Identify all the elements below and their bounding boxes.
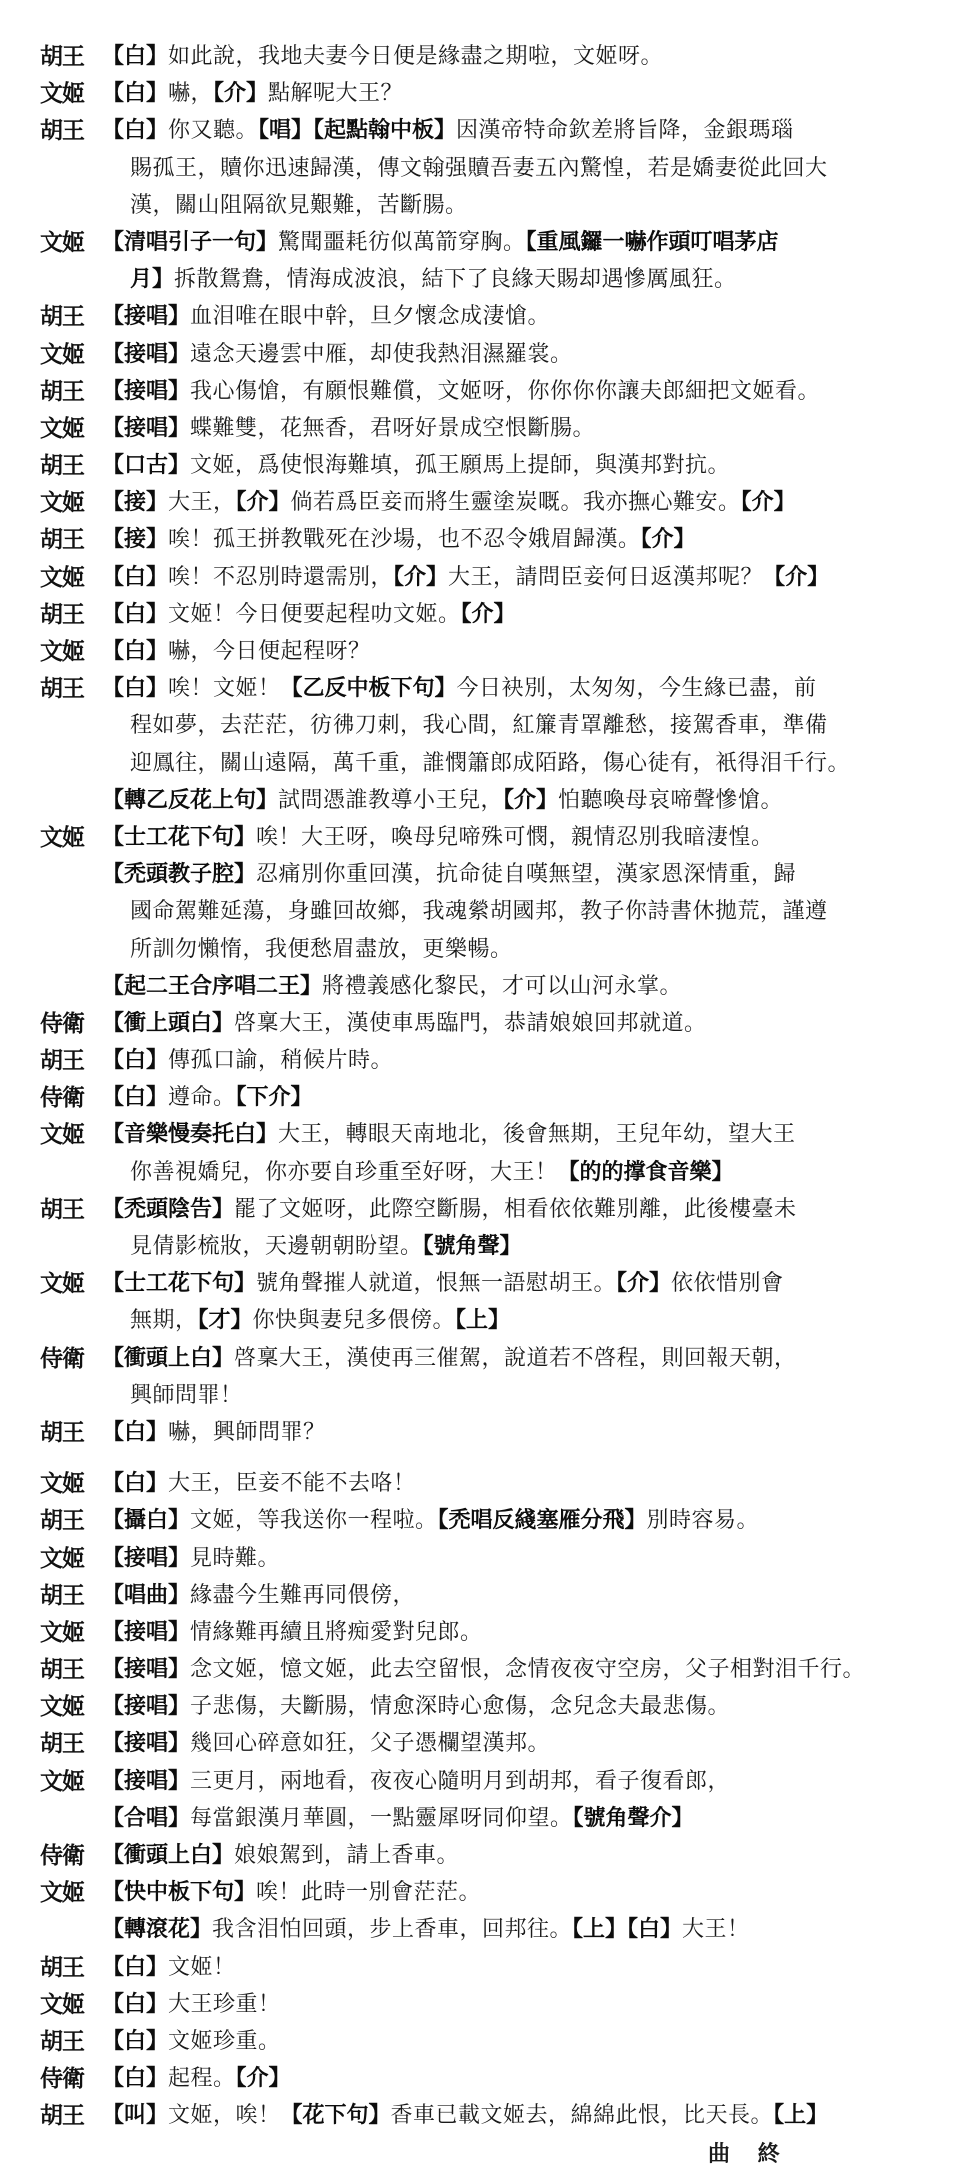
stage-cue: 【接唱】	[102, 1767, 191, 1794]
stage-cue: 【衝上頭白】	[102, 1009, 235, 1036]
stage-cue: 【介】	[235, 2065, 291, 2092]
dialogue-text: 遠念天邊雲中雁，却使我熱泪濕羅裳。	[190, 341, 573, 367]
dialogue-text: 點解呢大王？	[268, 81, 404, 107]
line-content	[102, 2097, 942, 2134]
script-line	[0, 1688, 972, 1725]
stage-cue: 【禿頭教子腔】	[102, 861, 257, 888]
dialogue-text: 唉！大王呀，喚母兒啼殊可憫，親情忍別我暗淒惶。	[256, 824, 774, 850]
script-line	[0, 521, 972, 558]
stage-cue: 【介】	[460, 600, 516, 627]
speaker-name: 胡王	[40, 1953, 84, 1981]
script-line	[0, 1911, 972, 1948]
dialogue-text: 緣盡今生難再同偎傍，	[190, 1582, 416, 1608]
script-line	[0, 745, 972, 782]
speaker-name: 侍衛	[40, 1009, 84, 1037]
dialogue-text: 三更月，兩地看，夜夜心隨明月到胡邦，看子復看郎，	[190, 1768, 731, 1794]
stage-cue: 【介】	[616, 1270, 672, 1297]
script-line	[0, 1265, 972, 1302]
dialogue-text: 國命駕難延蕩，身雖回故鄉，我魂縈胡國邦，教子你詩書休拋荒，謹遵	[130, 899, 828, 925]
dialogue-text: 傳孤口諭，稍候片時。	[168, 1048, 394, 1074]
speaker-name: 文姬	[40, 1544, 84, 1572]
stage-cue: 【接唱】	[102, 1656, 191, 1683]
line-content	[102, 1340, 942, 1377]
script-line	[0, 1154, 972, 1191]
script-line	[0, 1800, 972, 1837]
script-line	[0, 1874, 972, 1911]
speaker-name: 文姬	[40, 489, 84, 517]
script-line	[0, 2060, 972, 2097]
dialogue-text: 遵命。	[168, 1085, 236, 1111]
stage-cue: 【接唱】	[102, 414, 191, 441]
script-line	[0, 893, 972, 930]
stage-cue: 【接唱】	[102, 340, 191, 367]
dialogue-text: 啓稟大王，漢使再三催駕，說道若不啓程，則回報天朝，	[234, 1345, 797, 1371]
speaker-name: 文姬	[40, 228, 84, 256]
line-content	[102, 1042, 942, 1079]
stage-cue: 【唱曲】	[102, 1581, 191, 1608]
speaker-name: 文姬	[40, 1879, 84, 1907]
line-content	[102, 1763, 942, 1800]
dialogue-text: 大王！	[682, 1917, 750, 1943]
script-line	[0, 1377, 972, 1414]
dialogue-text: 倘若爲臣妾而將生靈塗炭嘅。我亦撫心難安。	[290, 490, 741, 516]
speaker-name: 胡王	[40, 600, 84, 628]
speaker-name: 文姬	[40, 1693, 84, 1721]
line-content	[130, 745, 942, 782]
dialogue-text: 依依惜別會	[671, 1271, 784, 1297]
speaker-name: 文姬	[40, 80, 84, 108]
script-line	[0, 1949, 972, 1986]
stage-cue: 【清唱引子一句】	[102, 228, 279, 255]
dialogue-text: 我含泪怕回頭，步上香車，回邦往。	[212, 1917, 573, 1943]
stage-cue: 【起二王合序唱二王】	[102, 972, 323, 999]
stage-cue: 【合唱】	[102, 1804, 191, 1831]
stage-cue: 【快中板下句】	[102, 1879, 257, 1906]
script-line	[0, 1116, 972, 1153]
speaker-name: 胡王	[40, 452, 84, 480]
stage-cue: 【才】	[197, 1307, 253, 1334]
stage-cue: 【唱】【起點翰中板】	[258, 117, 457, 144]
speaker-name: 侍衛	[40, 1344, 84, 1372]
script-line	[0, 931, 972, 968]
speaker-name: 文姬	[40, 1618, 84, 1646]
line-content	[102, 484, 942, 521]
dialogue-text: 大王，請問臣妾何日返漢邦呢？	[448, 564, 764, 590]
script-line	[0, 596, 972, 633]
dialogue-text: 試問憑誰教導小王兒，	[278, 787, 504, 813]
stage-cue: 【音樂慢奏托白】	[102, 1121, 279, 1148]
dialogue-text: 大王，	[168, 490, 236, 516]
dialogue-text: 子悲傷，夫斷腸，情愈深時心愈傷，念兒念夫最悲傷。	[190, 1694, 731, 1720]
dialogue-text: 啓稟大王，漢使車馬臨門，恭請娘娘回邦就道。	[234, 1010, 707, 1036]
line-content	[102, 559, 942, 596]
line-content	[102, 1800, 942, 1837]
speaker-name: 侍衛	[40, 1842, 84, 1869]
speaker-name: 胡王	[40, 1195, 84, 1223]
stage-cue: 【接】	[102, 489, 169, 516]
dialogue-text: 所訓勿懶惰，我便愁眉盡放，更樂暢。	[130, 936, 513, 962]
dialogue-text: 如此說，我地夫妻今日便是緣盡之期啦，文姬呀。	[168, 44, 664, 69]
dialogue-text: 蝶難雙，花無香，君呀好景成空恨斷腸。	[190, 415, 596, 441]
line-content	[130, 187, 942, 224]
speaker-name: 胡王	[40, 1418, 84, 1446]
script-line	[0, 1540, 972, 1577]
script-line	[0, 819, 972, 856]
stage-cue: 【介】	[503, 786, 559, 813]
dialogue-text: 唉！文姬！	[168, 676, 281, 702]
script-line	[0, 782, 972, 819]
stage-cue: 【號角聲介】	[572, 1804, 694, 1831]
dialogue-text: 唉！不忍別時還需別，	[168, 564, 394, 590]
dialogue-text: 文姬！	[168, 1954, 236, 1980]
dialogue-text: 情緣難再續且將痴愛對兒郎。	[190, 1619, 483, 1645]
script-line	[0, 1340, 972, 1377]
script-line	[0, 1465, 972, 1502]
script-line	[0, 298, 972, 335]
stage-cue: 【轉滾花】	[102, 1916, 213, 1943]
script-line	[0, 187, 972, 224]
line-content	[102, 1874, 942, 1911]
dialogue-text: 唉！孤王拼教戰死在沙場，也不忍令娥眉歸漢。	[168, 527, 641, 553]
stage-cue: 【接唱】	[102, 1693, 191, 1720]
stage-cue: 【乙反中板下句】	[280, 675, 457, 702]
stage-cue: 【白】	[102, 563, 169, 590]
script-line	[0, 447, 972, 484]
line-content	[130, 893, 942, 930]
line-content	[102, 373, 942, 410]
speaker-name: 侍衛	[40, 2065, 84, 2093]
script-line	[0, 1502, 972, 1539]
stage-cue: 【接】	[102, 526, 169, 553]
stage-cue: 【禿頭陰告】	[102, 1195, 235, 1222]
stage-cue: 【介】	[235, 489, 291, 516]
line-content	[102, 336, 942, 373]
dialogue-text: 起程。	[168, 2066, 236, 2092]
dialogue-text: 嚇，今日便起程呀？	[168, 639, 371, 664]
script-line	[0, 1651, 972, 1688]
stage-cue: 【白】	[102, 1470, 169, 1497]
dialogue-text: 嚇，興師問罪？	[168, 1419, 326, 1445]
dialogue-text: 你善視嬌兒，你亦要自珍重至好呀，大王！	[130, 1159, 558, 1185]
stage-cue: 【號角聲】	[422, 1233, 522, 1259]
stage-cue: 【白】	[102, 675, 169, 702]
dialogue-text: 怕聽喚母哀啼聲慘愴。	[558, 787, 784, 813]
script-line	[0, 1986, 972, 2023]
stage-cue: 【白】	[102, 1990, 169, 2017]
line-content	[102, 447, 942, 484]
line-content	[102, 224, 942, 261]
stage-cue: 【白】	[102, 1418, 169, 1445]
dialogue-text: 大王，臣妾不能不去咯！	[168, 1471, 416, 1497]
line-content	[102, 1414, 942, 1451]
script-line	[0, 1191, 972, 1228]
speaker-name: 胡王	[40, 43, 84, 70]
line-content	[102, 596, 942, 633]
line-content	[102, 38, 942, 75]
script-line	[0, 1302, 972, 1339]
line-content	[102, 1265, 942, 1302]
line-content	[102, 1465, 942, 1502]
stage-cue: 【轉乙反花上句】	[102, 786, 279, 813]
stage-cue: 【接唱】	[102, 377, 191, 404]
dialogue-text: 見倩影梳妝，天邊朝朝盼望。	[130, 1234, 423, 1259]
dialogue-text: 興師問罪！	[130, 1382, 243, 1408]
stage-cue: 【介】	[393, 563, 449, 590]
script-line	[0, 670, 972, 707]
stage-cue: 【禿唱反綫塞雁分飛】	[437, 1507, 647, 1534]
line-content	[130, 1228, 942, 1265]
dialogue-text: 念文姬，憶文姬，此去空留恨，念情夜夜守空房，父子相對泪千行。	[190, 1657, 866, 1683]
stage-cue: 【白】	[102, 80, 169, 107]
line-content	[102, 1688, 942, 1725]
stage-cue: 【衝頭上白】	[102, 1842, 235, 1868]
speaker-name: 胡王	[40, 117, 84, 145]
dialogue-text: 忍痛別你重回漢，抗命徒自嘆無望，漢家恩深情重，歸	[256, 862, 797, 888]
line-content	[130, 1377, 942, 1414]
stage-cue: 【介】	[763, 563, 830, 590]
speaker-name: 胡王	[40, 526, 84, 554]
dialogue-text: 文姬珍重。	[168, 2028, 281, 2054]
script-line	[0, 1079, 972, 1116]
script-line	[0, 2023, 972, 2060]
script-line	[0, 633, 972, 670]
stage-cue: 【白】	[102, 600, 169, 627]
dialogue-text: 香車已載文姬去，綿綿此恨，比天長。	[390, 2103, 774, 2129]
script-line	[0, 1577, 972, 1614]
stage-cue: 【白】	[102, 1084, 169, 1111]
dialogue-text: 唉！此時一別會茫茫。	[256, 1880, 482, 1906]
stage-cue: 【口古】	[102, 452, 191, 479]
line-content	[102, 856, 942, 893]
dialogue-text: 你快與妻兒多偎傍。	[252, 1308, 456, 1334]
speaker-name: 胡王	[40, 1730, 84, 1758]
line-content	[102, 1837, 942, 1874]
stage-cue: 【攝白】	[102, 1507, 191, 1534]
dialogue-text: 罷了文姬呀，此際空斷腸，相看依依難別離，此後樓臺未	[234, 1196, 797, 1222]
script-line	[0, 1837, 972, 1874]
speaker-name: 胡王	[40, 1047, 84, 1075]
stage-cue: 【衝頭上白】	[102, 1344, 235, 1371]
script-line	[0, 410, 972, 447]
line-content	[102, 2060, 942, 2097]
dialogue-text: 大王珍重！	[168, 1991, 281, 2017]
script-line	[0, 968, 972, 1005]
stage-cue: 【接唱】	[102, 303, 191, 330]
stage-cue: 【的的撑食音樂】	[557, 1158, 734, 1185]
line-content	[102, 298, 942, 335]
dialogue-text: 文姬！今日便要起程叻文姬。	[168, 601, 461, 627]
speaker-name: 文姬	[40, 638, 84, 665]
speaker-name: 文姬	[40, 1470, 84, 1498]
stage-cue: 【白】	[102, 117, 169, 144]
script-line	[0, 75, 972, 112]
dialogue-text: 迎鳳往，關山遠隔，萬千重，誰憫簫郎成陌路，傷心徒有，衹得泪千行。	[130, 750, 851, 776]
line-content	[102, 1725, 942, 1762]
line-content	[102, 670, 942, 707]
stage-cue: 【下介】	[235, 1084, 313, 1111]
stage-cue: 【接唱】	[102, 1544, 191, 1571]
stage-cue: 【上】	[455, 1307, 511, 1334]
line-content	[130, 150, 942, 187]
line-content	[102, 1191, 942, 1228]
line-content	[102, 782, 942, 819]
dialogue-text: 每當銀漢月華圓，一點靈犀呀同仰望。	[190, 1805, 573, 1831]
stage-cue: 【白】	[102, 638, 169, 664]
speaker-name: 文姬	[40, 1990, 84, 2018]
speaker-name: 胡王	[40, 1507, 84, 1535]
dialogue-text: 因漢帝特命欽差將旨降，金銀瑪瑙	[456, 118, 794, 144]
script-line	[0, 1228, 972, 1265]
line-content	[102, 819, 942, 856]
speaker-name: 胡王	[40, 2102, 84, 2130]
line-content	[102, 2023, 942, 2060]
stage-cue: 【接唱】	[102, 1618, 191, 1645]
line-content	[102, 75, 942, 112]
dialogue-text: 你又聽。	[168, 118, 259, 144]
dialogue-text: 大王，轉眼天南地北，後會無期，王兒年幼，望大王	[278, 1122, 796, 1148]
script-line	[0, 707, 972, 744]
line-content	[102, 633, 942, 670]
speaker-name: 胡王	[40, 377, 84, 405]
script-line	[0, 1725, 972, 1762]
dialogue-text: 文姬，等我送你一程啦。	[190, 1508, 438, 1534]
speaker-name: 胡王	[40, 2027, 84, 2055]
script-line	[0, 2097, 972, 2134]
ending-mark: 曲 終	[708, 2141, 790, 2167]
dialogue-text: 漢，關山阻隔欲見艱難，苦斷腸。	[130, 192, 468, 218]
line-content	[102, 521, 942, 558]
script-line	[0, 38, 972, 75]
script-line	[0, 373, 972, 410]
speaker-name: 胡王	[40, 1581, 84, 1609]
stage-cue: 【白】	[102, 2065, 169, 2092]
script-line	[0, 261, 972, 298]
stage-cue: 【花下句】	[280, 2102, 391, 2129]
dialogue-text: 文姬，爲使恨海難填，孤王願馬上提師，與漢邦對抗。	[190, 453, 731, 479]
line-content	[102, 1911, 942, 1948]
speaker-name: 胡王	[40, 303, 84, 331]
dialogue-text: 嚇，	[168, 81, 214, 107]
stage-cue: 【白】	[102, 43, 169, 69]
line-content	[102, 1116, 942, 1153]
dialogue-text: 文姬，唉！	[168, 2103, 281, 2129]
dialogue-text: 拆散鴛鴦，情海成波浪，結下了良緣天賜却遇慘厲風狂。	[174, 267, 737, 293]
line-content	[130, 1302, 942, 1339]
line-content	[102, 112, 942, 149]
line-content	[102, 1614, 942, 1651]
stage-cue: 月】	[130, 266, 175, 293]
dialogue-text: 程如夢，去茫茫，彷彿刀刺，我心間，紅簾青罩離愁，接駕香車，準備	[130, 713, 828, 739]
stage-cue: 【叫】	[102, 2102, 169, 2129]
line-content	[102, 1949, 942, 1986]
line-content	[102, 1005, 942, 1042]
section-gap	[0, 1451, 972, 1465]
stage-cue: 【白】	[102, 1953, 169, 1980]
stage-cue: 【介】	[740, 489, 796, 516]
line-content	[102, 1079, 942, 1116]
script-line	[0, 559, 972, 596]
stage-cue: 【上】	[773, 2102, 829, 2129]
speaker-name: 胡王	[40, 1656, 84, 1684]
dialogue-text: 我心傷愴，有願恨難償，文姬呀，你你你你讓夫郎細把文姬看。	[190, 378, 821, 404]
dialogue-text: 將禮義感化黎民，才可以山河永掌。	[322, 973, 683, 999]
dialogue-text: 血泪唯在眼中幹，旦夕懷念成淒愴。	[190, 304, 551, 330]
dialogue-text: 號角聲摧人就道，恨無一語慰胡王。	[256, 1271, 617, 1297]
stage-cue: 【介】	[213, 80, 269, 107]
stage-cue: 【士工花下句】	[102, 1270, 257, 1297]
dialogue-text: 賜孤王，贖你迅速歸漢，傳文翰强贖吾妻五內驚惶，若是嬌妻從此回大	[130, 155, 828, 181]
dialogue-text: 見時難。	[190, 1545, 281, 1571]
stage-cue: 【介】	[640, 526, 696, 553]
script-line	[0, 1005, 972, 1042]
line-content	[102, 1502, 942, 1539]
dialogue-text: 驚聞噩耗彷似萬箭穿胸。	[278, 229, 526, 255]
line-content	[102, 1651, 942, 1688]
script-line	[0, 1763, 972, 1800]
line-content	[130, 1154, 942, 1191]
stage-cue: 【上】【白】	[572, 1916, 683, 1943]
stage-cue: 【重風鑼一嚇作頭叮唱茅店	[525, 228, 779, 255]
speaker-name: 文姬	[40, 563, 84, 591]
script-line	[0, 150, 972, 187]
line-content	[102, 1540, 942, 1577]
line-content	[130, 707, 942, 744]
speaker-name: 文姬	[40, 340, 84, 368]
dialogue-text: 娘娘駕到，請上香車。	[234, 1843, 460, 1868]
script-line	[0, 484, 972, 521]
dialogue-text: 今日袂別，太匆匆，今生緣已盡，前	[456, 676, 817, 702]
script-line	[0, 856, 972, 893]
line-content	[102, 968, 942, 1005]
speaker-name: 文姬	[40, 1270, 84, 1298]
script-line	[0, 1042, 972, 1079]
line-content	[130, 261, 942, 298]
stage-cue: 【白】	[102, 2027, 169, 2054]
speaker-name: 文姬	[40, 1767, 84, 1795]
speaker-name: 文姬	[40, 823, 84, 851]
script-line	[0, 1414, 972, 1451]
line-content	[130, 931, 942, 968]
script-line	[0, 112, 972, 149]
stage-cue: 【接唱】	[102, 1730, 191, 1757]
stage-cue: 【士工花下句】	[102, 823, 257, 850]
line-content	[102, 1986, 942, 2023]
script-line	[0, 336, 972, 373]
stage-cue: 【白】	[102, 1047, 169, 1074]
dialogue-text: 無期，	[130, 1308, 198, 1334]
line-content	[102, 1577, 942, 1614]
speaker-name: 文姬	[40, 414, 84, 442]
dialogue-text: 幾回心碎意如狂，父子憑欄望漢邦。	[190, 1731, 551, 1757]
speaker-name: 胡王	[40, 675, 84, 703]
dialogue-text: 別時容易。	[646, 1508, 760, 1534]
line-content	[102, 410, 942, 447]
script-line	[0, 1614, 972, 1651]
script-line	[0, 224, 972, 261]
speaker-name: 侍衛	[40, 1084, 84, 1112]
speaker-name: 文姬	[40, 1121, 84, 1149]
